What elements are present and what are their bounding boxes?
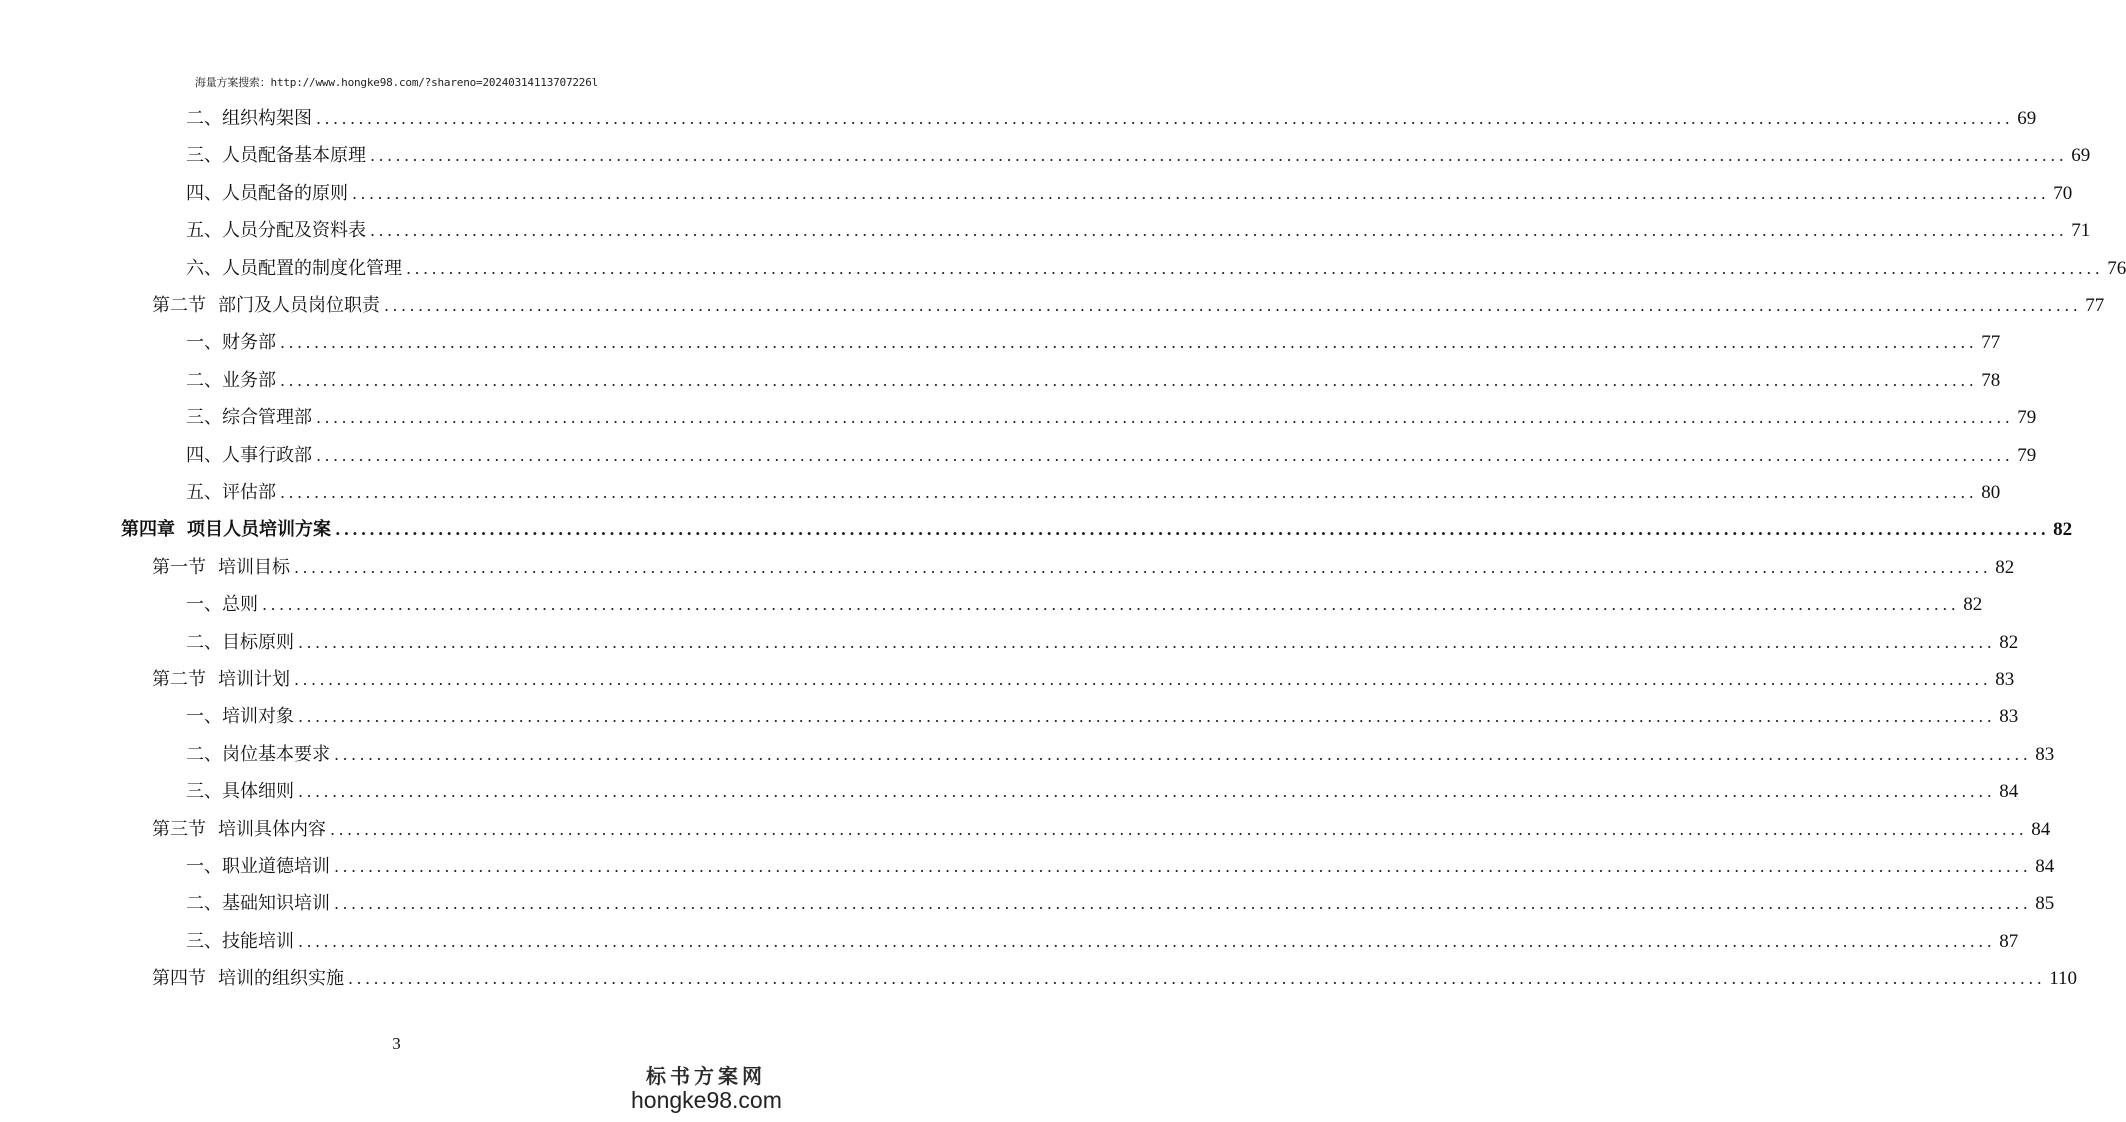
toc-entry-label	[152, 669, 290, 691]
toc-entry-label	[121, 519, 331, 541]
toc-entry[interactable]	[186, 893, 2055, 919]
toc-entry-title: 基础知识培训	[222, 893, 330, 915]
toc-entry[interactable]	[121, 519, 2073, 545]
toc-entry-number: 六、	[186, 257, 222, 279]
toc-entry-label	[186, 370, 276, 392]
toc-entry-page: 77	[2085, 295, 2105, 316]
toc-entry-label	[186, 856, 330, 878]
toc-entry-page: 76	[2107, 257, 2126, 279]
toc-entry-number: 二、	[186, 108, 222, 129]
toc-entry[interactable]	[186, 482, 2001, 508]
watermark-url: hongke98.com	[631, 1087, 782, 1113]
toc-entry-number: 第二节	[152, 669, 206, 690]
toc-entry-label	[186, 893, 330, 915]
toc-entry-title: 总则	[222, 594, 258, 616]
toc-entry-label	[186, 632, 294, 654]
toc-entry-number: 三、	[186, 145, 222, 167]
toc-leader-dots: ........................................................................................................................................................................................................	[334, 857, 2032, 876]
toc-entry-label	[186, 445, 312, 467]
toc-entry[interactable]	[186, 706, 2019, 732]
toc-entry[interactable]	[186, 108, 2037, 134]
toc-entry-number: 一、	[186, 856, 222, 877]
toc-entry[interactable]	[186, 781, 2019, 807]
toc-entry-number: 四、	[186, 182, 222, 204]
toc-entry-label	[186, 258, 402, 280]
toc-entry-label	[152, 295, 380, 317]
toc-leader-dots: ........................................................................................................................................................................................................	[330, 819, 2028, 839]
toc-entry-page: 80	[1981, 482, 2001, 503]
toc-entry-label	[186, 706, 294, 728]
toc-entry-number: 四、	[186, 444, 222, 466]
page-number: 3	[392, 1034, 401, 1053]
toc-entry-title: 人员配备的原则	[222, 182, 348, 204]
toc-leader-dots: ........................................................................................................................................................................................................	[298, 931, 1996, 951]
toc-entry[interactable]	[186, 369, 2001, 396]
toc-entry-title: 业务部	[222, 369, 276, 391]
toc-entry-page: 84	[2031, 818, 2051, 840]
toc-entry[interactable]	[186, 631, 2019, 658]
toc-entry-title: 项目人员培训方案	[187, 519, 331, 541]
toc-leader-dots: ........................................................................................................................................................................................................	[294, 670, 1992, 689]
toc-leader-dots: ........................................................................................................................................................................................................	[262, 595, 1960, 615]
toc-entry-number: 第一节	[152, 556, 206, 578]
toc-entry-page: 82	[1999, 631, 2019, 653]
toc-entry-number: 第三节	[152, 818, 206, 840]
toc-entry-title: 评估部	[222, 482, 276, 503]
toc-entry-number: 第二节	[152, 295, 206, 316]
toc-entry-page: 79	[2017, 407, 2037, 429]
toc-leader-dots: ........................................................................................................................................................................................................	[406, 258, 2104, 278]
toc-entry-title: 具体细则	[222, 781, 294, 803]
toc-leader-dots: ........................................................................................................................................................................................................	[352, 183, 2050, 203]
toc-leader-dots: ........................................................................................................................................................................................................	[334, 744, 2032, 764]
toc-entry-number: 五、	[186, 482, 222, 503]
toc-entry-page: 83	[1999, 706, 2019, 728]
toc-entry-number: 五、	[186, 220, 222, 242]
toc-entry-label	[152, 557, 290, 579]
toc-entry-title: 人员配备基本原理	[222, 145, 366, 167]
toc-entry-title: 培训目标	[218, 556, 290, 578]
toc-entry-number: 二、	[186, 743, 222, 765]
toc-entry-title: 目标原则	[222, 631, 294, 653]
toc-entry-label	[186, 220, 366, 242]
toc-entry[interactable]	[152, 295, 2105, 321]
toc-leader-dots: ........................................................................................................................................................................................................	[370, 146, 2068, 166]
toc-entry-title: 组织构架图	[222, 108, 312, 129]
toc-entry-title: 培训的组织实施	[218, 968, 344, 990]
toc-entry-title: 综合管理部	[222, 407, 312, 429]
toc-entry[interactable]	[186, 743, 2055, 770]
toc-entry-label	[186, 108, 312, 130]
toc-leader-dots: ........................................................................................................................................................................................................	[348, 969, 2046, 989]
toc-entry-title: 技能培训	[222, 930, 294, 952]
toc-entry-title: 人员配置的制度化管理	[222, 257, 402, 279]
toc-entry-page: 87	[1999, 930, 2019, 952]
toc-leader-dots: ........................................................................................................................................................................................................	[316, 109, 2014, 128]
toc-entry-title: 财务部	[222, 332, 276, 354]
toc-entry-label	[152, 819, 326, 841]
toc-leader-dots: ........................................................................................................................................................................................................	[298, 707, 1996, 727]
toc-leader-dots: ........................................................................................................................................................................................................	[316, 445, 2014, 465]
toc-entry-page: 85	[2035, 893, 2055, 915]
toc-leader-dots: ........................................................................................................................................................................................................	[280, 370, 1978, 390]
toc-entry-page: 71	[2071, 220, 2091, 242]
toc-entry-title: 岗位基本要求	[222, 743, 330, 765]
toc-entry-page: 77	[1981, 332, 2001, 354]
toc-entry-title: 人事行政部	[222, 444, 312, 466]
toc-leader-dots: ........................................................................................................................................................................................................	[384, 296, 2082, 315]
toc-entry-page: 84	[2035, 856, 2055, 877]
toc-entry-label	[186, 482, 276, 504]
toc-entry-label	[186, 594, 258, 616]
header-search-note: 海量方案搜索：http://www.hongke98.com/?shareno=20240314113707226l	[194, 76, 599, 89]
toc-leader-dots: ........................................................................................................................................................................................................	[280, 483, 1978, 502]
toc-entry[interactable]	[186, 332, 2001, 358]
toc-entry-label	[186, 931, 294, 953]
toc-entry-page: 82	[2053, 519, 2073, 541]
toc-entry-page: 69	[2071, 145, 2091, 167]
toc-leader-dots: ........................................................................................................................................................................................................	[298, 632, 1996, 652]
toc-entry-page: 82	[1963, 594, 1983, 616]
toc-entry-page: 110	[2049, 968, 2077, 990]
toc-entry-number: 三、	[186, 407, 222, 429]
toc-leader-dots: ........................................................................................................................................................................................................	[370, 221, 2068, 241]
toc-entry-number: 一、	[186, 594, 222, 616]
toc-entry-label	[186, 145, 366, 167]
toc-entry-number: 三、	[186, 930, 222, 952]
toc-leader-dots: ........................................................................................................................................................................................................	[280, 333, 1978, 353]
toc-leader-dots: ........................................................................................................................................................................................................	[294, 557, 1992, 577]
toc-entry-page: 78	[1981, 369, 2001, 391]
watermark-title: 标书方案网	[646, 1064, 766, 1088]
toc-entry-number: 三、	[186, 781, 222, 803]
toc-entry-title: 培训具体内容	[218, 818, 326, 840]
toc-entry-number: 第四章	[121, 519, 175, 541]
toc-leader-dots: ........................................................................................................................................................................................................	[316, 408, 2014, 428]
toc-entry-title: 培训计划	[218, 669, 290, 690]
toc-entry-number: 二、	[186, 369, 222, 391]
toc-entry[interactable]	[186, 145, 2091, 171]
toc-entry-number: 二、	[186, 631, 222, 653]
toc-entry-page: 70	[2053, 182, 2073, 204]
toc-entry-page: 84	[1999, 781, 2019, 803]
toc-entry[interactable]	[186, 930, 2019, 957]
toc-entry[interactable]	[152, 669, 2015, 695]
toc-entry-number: 二、	[186, 893, 222, 915]
toc-entry-label	[186, 744, 330, 766]
toc-entry[interactable]	[186, 856, 2055, 882]
toc-entry-title: 职业道德培训	[222, 856, 330, 877]
toc-entry[interactable]	[186, 182, 2073, 209]
watermark-logo	[631, 1060, 781, 1114]
toc-leader-dots: ........................................................................................................................................................................................................	[334, 894, 2032, 914]
toc-leader-dots: ........................................................................................................................................................................................................	[298, 782, 1996, 802]
toc-entry-number: 一、	[186, 332, 222, 354]
toc-entry-page: 82	[1995, 556, 2015, 578]
toc-entry[interactable]	[186, 444, 2037, 471]
toc-entry-title: 培训对象	[222, 706, 294, 728]
toc-entry-label	[186, 781, 294, 803]
toc-entry-page: 83	[2035, 743, 2055, 765]
toc-entry-page: 69	[2017, 108, 2037, 129]
toc-entry-label	[186, 332, 276, 354]
toc-entry[interactable]	[152, 968, 2077, 994]
toc-entry[interactable]	[152, 556, 2015, 583]
toc-entry-page: 83	[1995, 669, 2015, 690]
toc-entry-number: 第四节	[152, 968, 206, 990]
toc-entry-title: 人员分配及资料表	[222, 220, 366, 242]
toc-leader-dots: ........................................................................................................................................................................................................	[335, 520, 2050, 540]
toc-entry[interactable]	[186, 257, 2126, 284]
toc-entry[interactable]	[186, 594, 1983, 620]
toc-entry-label	[152, 968, 344, 990]
toc-entry[interactable]	[186, 407, 2037, 433]
toc-entry-label	[186, 183, 348, 205]
toc-entry-label	[186, 407, 312, 429]
toc-entry[interactable]	[152, 818, 2051, 845]
toc-entry-title: 部门及人员岗位职责	[218, 295, 380, 316]
toc-entry[interactable]	[186, 220, 2091, 246]
toc-entry-page: 79	[2017, 444, 2037, 466]
toc-entry-number: 一、	[186, 706, 222, 728]
